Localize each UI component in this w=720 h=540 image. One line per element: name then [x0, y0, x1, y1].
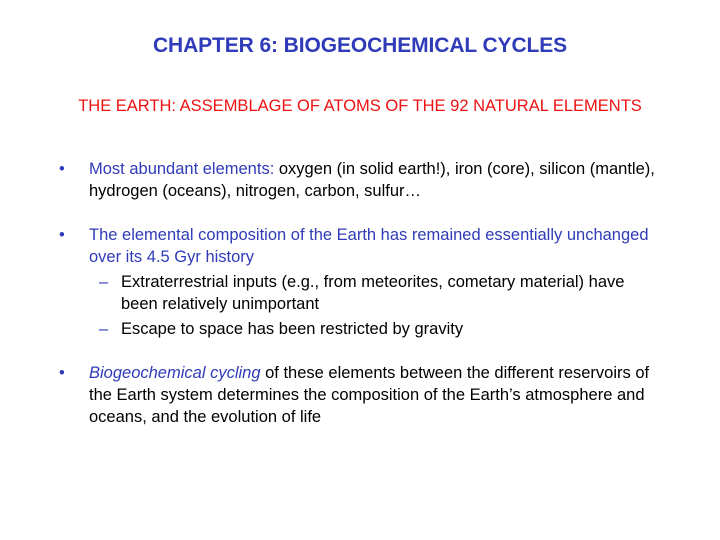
bullet-marker: • [59, 364, 65, 382]
bullet-marker: • [59, 160, 65, 178]
sub-bullet-text: Extraterrestrial inputs (e.g., from meteorites, cometary material) have been relatively unimportant [121, 273, 625, 313]
slide-title: CHAPTER 6: BIOGEOCHEMICAL CYCLES [152, 34, 568, 57]
bullet-list [59, 158, 659, 450]
bullet-text: oxygen (in solid earth!), iron (core), silicon (mantle), hydrogen (oceans), nitrogen, carbon, sulfur… [89, 160, 655, 200]
bullet-item-biogeochemical-cycling [59, 362, 659, 428]
bullet-lead: Most abundant elements: [89, 160, 275, 178]
sub-bullet-list [89, 271, 659, 340]
bullet-lead: The elemental composition of the Earth has remained essentially unchanged over its 4.5 Gyr history [89, 226, 649, 266]
sub-bullet-text: Escape to space has been restricted by gravity [121, 320, 464, 338]
sub-bullet-escape-to-space [89, 318, 659, 340]
slide-subtitle: THE EARTH: ASSEMBLAGE OF ATOMS OF THE 92 NATURAL ELEMENTS [78, 97, 642, 115]
bullet-item-elemental-composition [59, 224, 659, 340]
bullet-lead: Biogeochemical cycling [89, 364, 261, 382]
sub-bullet-marker: – [99, 320, 109, 338]
bullet-text: of these elements between the different reservoirs of the Earth system determines the composition of the Earth’s atmosphere and oceans, and the evolution of life [89, 364, 650, 426]
bullet-marker: • [59, 226, 65, 244]
sub-bullet-marker: – [99, 273, 109, 291]
bullet-item-abundant-elements [59, 158, 659, 202]
sub-bullet-extraterrestrial-inputs [89, 271, 659, 315]
